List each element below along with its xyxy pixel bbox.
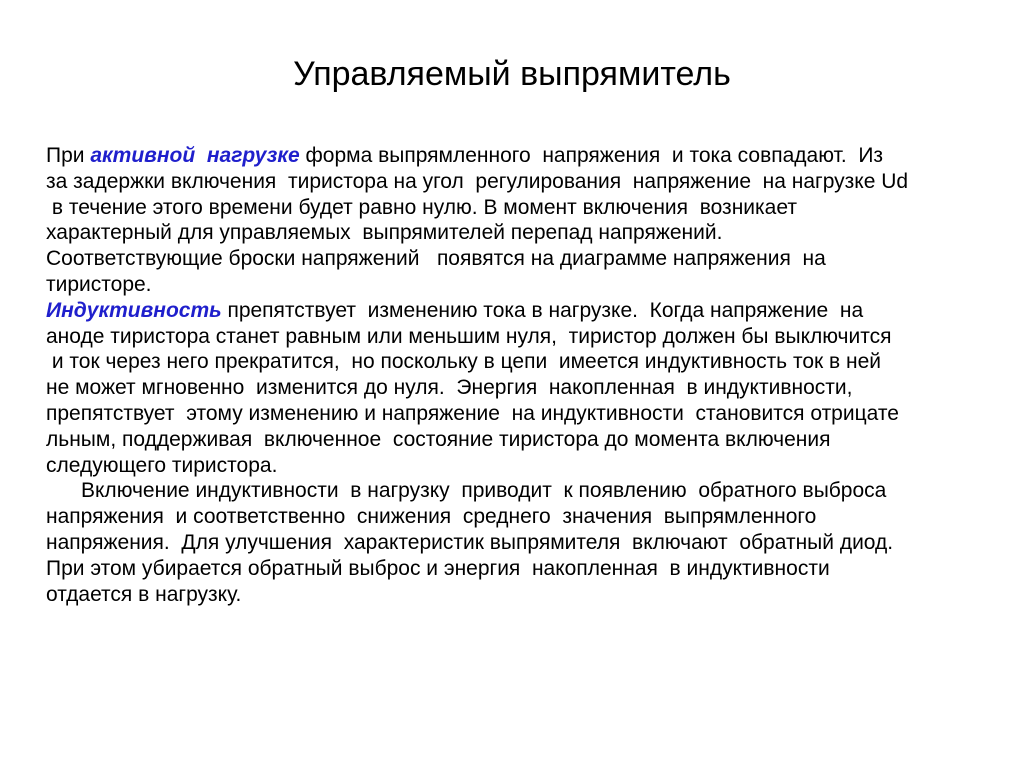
text-line: При этом убирается обратный выброс и энергия накопленная в индуктивности <box>46 556 830 580</box>
text-line: и ток через него прекратится, но поскольку в цепи имеется индуктивность ток в ней <box>46 350 882 374</box>
text-line: Индуктивность препятствует изменению тока в нагрузке. Когда напряжение на <box>46 298 864 322</box>
text-line: напряжения. Для улучшения характеристик выпрямителя включают обратный диод. <box>46 530 894 554</box>
slide-title: Управляемый выпрямитель <box>293 55 731 93</box>
text-line: аноде тиристора станет равным или меньшим нуля, тиристор должен бы выключится <box>46 324 892 348</box>
text-line: Включение индуктивности в нагрузку приводит к появлению обратного выброса <box>46 479 887 503</box>
emphasis-active-load: активной нагрузке <box>90 144 300 167</box>
text-line: отдается в нагрузку. <box>46 582 242 606</box>
text-line: в течение этого времени будет равно нулю. В момент включения возникает <box>46 195 797 219</box>
text-line: льным, поддерживая включенное состояние тиристора до момента включения <box>46 427 831 451</box>
text-line: не может мгновенно изменится до нуля. Энергия накопленная в индуктивности, <box>46 376 853 400</box>
text-line: тиристоре. <box>46 272 152 296</box>
text-line: следующего тиристора. <box>46 453 278 477</box>
slide-body-text <box>46 143 986 607</box>
text-line: напряжения и соответственно снижения среднего значения выпрямленного <box>46 505 817 529</box>
text-line: за задержки включения тиристора на угол регулирования напряжение на нагрузке Ud <box>46 169 909 193</box>
text-line: препятствует этому изменению и напряжение на индуктивности становится отрицате <box>46 401 899 425</box>
emphasis-inductance: Индуктивность <box>46 298 222 322</box>
text-line: Соответствующие броски напряжений появятся на диаграмме напряжения на <box>46 247 826 271</box>
text-line: характерный для управляемых выпрямителей перепад напряжений. <box>46 221 723 245</box>
text-line: При активной нагрузке форма выпрямленного напряжения и тока совпадают. Из <box>46 144 884 167</box>
